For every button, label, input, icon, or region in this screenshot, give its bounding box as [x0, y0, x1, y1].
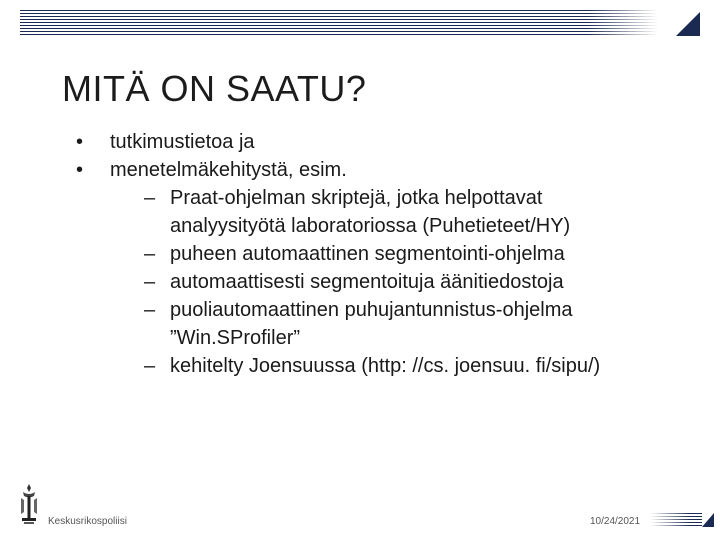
subbullet-item — [106, 240, 696, 268]
subbullet-item — [106, 268, 696, 296]
footer-organization: Keskusrikospoliisi — [48, 516, 127, 527]
subbullet-line: Praat-ohjelman skriptejä, jotka helpottavat — [170, 187, 543, 209]
header-stripes — [20, 10, 658, 37]
crest-icon — [14, 482, 44, 528]
dash-mark: – — [144, 243, 156, 265]
bullet-mark: • — [76, 159, 84, 181]
bullet-text: tutkimustietoa ja — [110, 131, 255, 153]
subbullet-item — [106, 352, 696, 380]
bullet-item — [76, 156, 696, 184]
subbullet-line: puheen automaattinen segmentointi-ohjelma — [170, 243, 565, 265]
subbullet-item — [106, 296, 696, 352]
footer-corner-icon — [702, 513, 714, 527]
subbullet-line: analyysityötä laboratoriossa (Puhetieteet/HY) — [170, 215, 571, 237]
bullet-item — [76, 128, 696, 156]
corner-triangle-icon — [664, 12, 700, 36]
footer-stripes — [650, 513, 702, 527]
subbullet-line: automaattisesti segmentoituja äänitiedostoja — [170, 271, 564, 293]
subbullet-line: kehitelty Joensuussa (http: //cs. joensuu. fi/sipu/) — [170, 355, 601, 377]
subbullet-line: puoliautomaattinen puhujantunnistus-ohjelma — [170, 299, 573, 321]
bullet-mark: • — [76, 131, 84, 153]
slide-title: MITÄ ON SAATU? — [62, 68, 367, 109]
subbullet-line: ”Win.SProfiler” — [170, 327, 301, 349]
slide-content — [76, 128, 696, 380]
dash-mark: – — [144, 271, 156, 293]
dash-mark: – — [144, 355, 156, 377]
dash-mark: – — [144, 187, 156, 209]
bullet-text: menetelmäkehitystä, esim. — [110, 159, 347, 181]
footer-date: 10/24/2021 — [590, 516, 641, 527]
dash-mark: – — [144, 299, 156, 321]
subbullet-item — [106, 184, 696, 240]
